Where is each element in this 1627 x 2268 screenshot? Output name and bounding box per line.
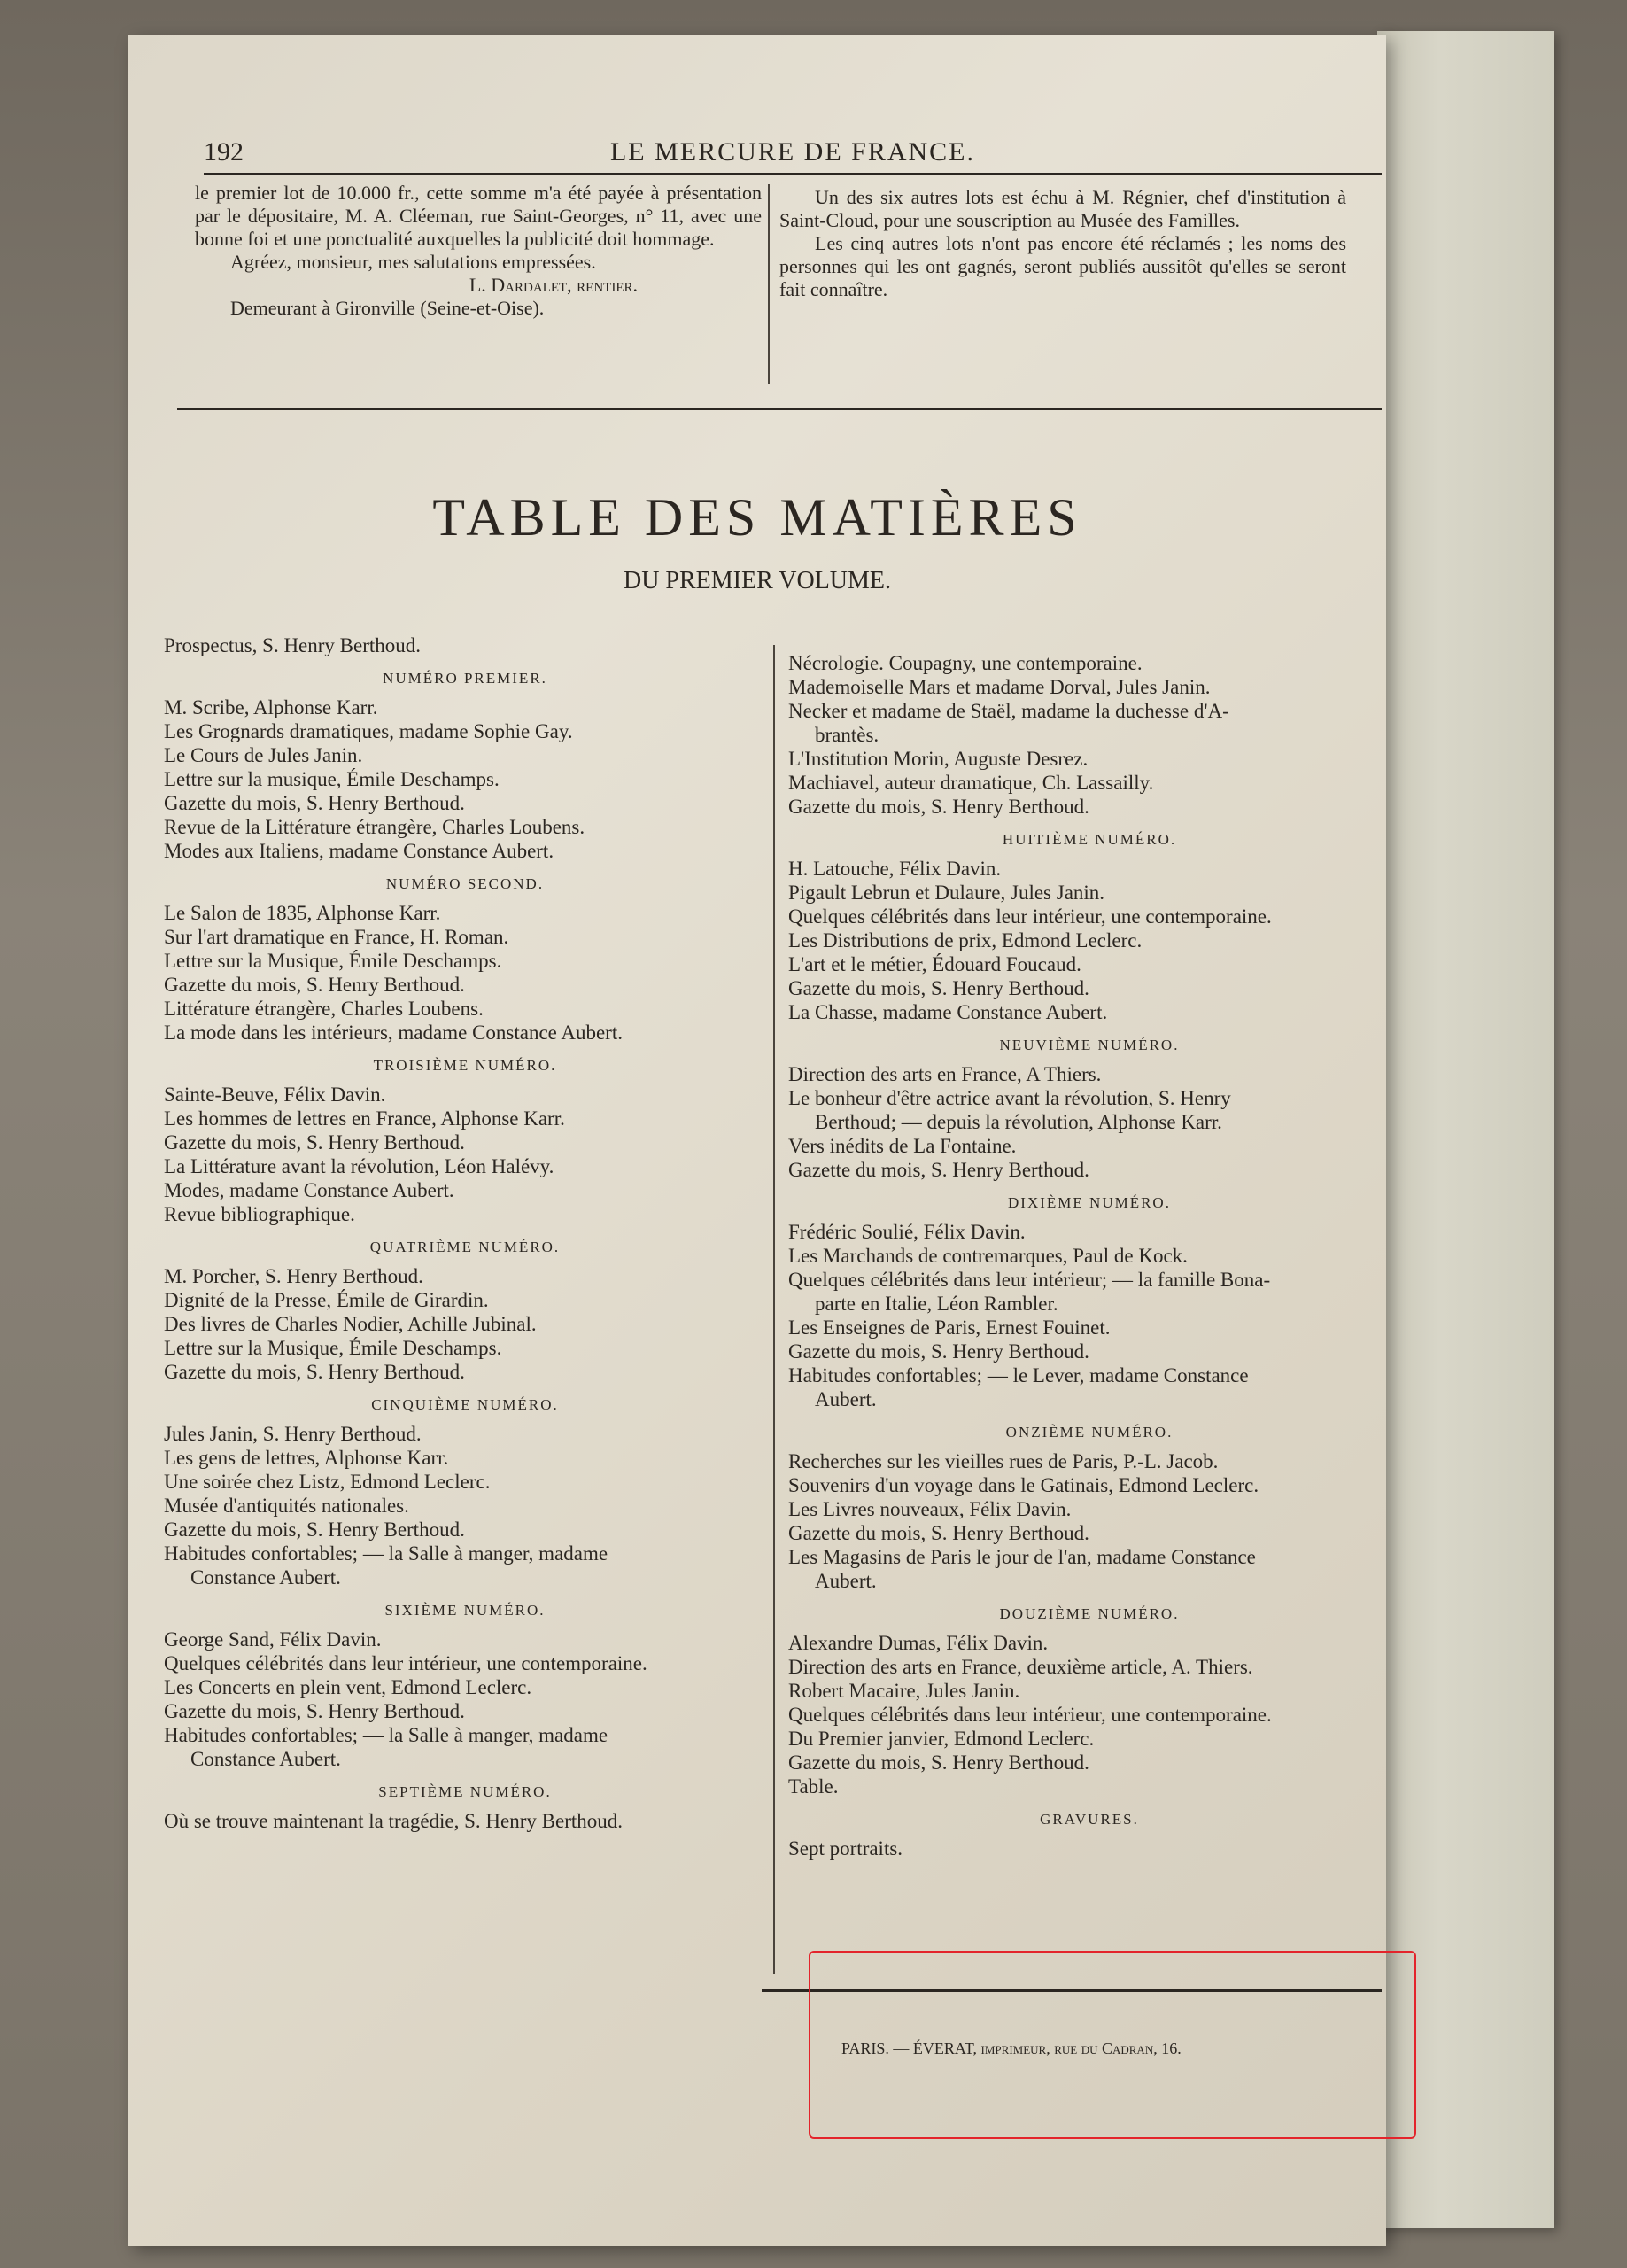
toc-entry: George Sand, Félix Davin. — [164, 1628, 382, 1651]
toc-entry: Sept portraits. — [788, 1837, 903, 1860]
toc-entry-continuation: Constance Aubert. — [190, 1748, 341, 1770]
toc-entry: Les gens de lettres, Alphonse Karr. — [164, 1447, 449, 1469]
toc-entry: Alexandre Dumas, Félix Davin. — [788, 1632, 1049, 1654]
toc-entry: Dignité de la Presse, Émile de Girardin. — [164, 1289, 489, 1311]
section-rule — [177, 408, 1382, 416]
toc-section-heading: SEPTIÈME NUMÉRO. — [378, 1783, 552, 1800]
toc-entry: Vers inédits de La Fontaine. — [788, 1135, 1017, 1157]
toc-entry: M. Scribe, Alphonse Karr. — [164, 696, 378, 718]
toc-entry: La Littérature avant la révolution, Léon Halévy. — [164, 1155, 554, 1177]
page-header — [204, 137, 1382, 175]
toc-entry: Les Magasins de Paris le jour de l'an, madame Constance — [788, 1546, 1256, 1568]
toc-entry: Quelques célébrités dans leur intérieur, une contemporaine. — [164, 1652, 647, 1674]
toc-entry: Lettre sur la Musique, Émile Deschamps. — [164, 1337, 502, 1359]
letter-paragraph: Les cinq autres lots n'ont pas encore été réclamés ; les noms des personnes qui les ont gagnés, seront publiés aussitôt qu'elles se seront fait connaître. — [779, 232, 1346, 300]
letter-right-column — [779, 186, 1346, 301]
toc-entry-continuation: Aubert. — [815, 1570, 877, 1592]
toc-entry: L'Institution Morin, Auguste Desrez. — [788, 748, 1089, 770]
toc-entry: Les Concerts en plein vent, Edmond Leclerc. — [164, 1676, 532, 1698]
document-page — [128, 35, 1386, 2246]
toc-entry: Nécrologie. Coupagny, une contemporaine. — [788, 652, 1143, 674]
toc-entry: Revue bibliographique. — [164, 1203, 355, 1225]
toc-entry: Gazette du mois, S. Henry Berthoud. — [164, 792, 465, 814]
toc-entry: Modes, madame Constance Aubert. — [164, 1179, 454, 1201]
toc-section-heading: CINQUIÈME NUMÉRO. — [371, 1396, 559, 1413]
letter-left-column — [195, 182, 762, 320]
toc-entry: Habitudes confortables; — la Salle à manger, madame — [164, 1724, 608, 1746]
toc-entry: Gazette du mois, S. Henry Berthoud. — [788, 1340, 1089, 1363]
toc-entry: Les Marchands de contremarques, Paul de Kock. — [788, 1245, 1188, 1267]
toc-entry: Modes aux Italiens, madame Constance Aubert. — [164, 840, 554, 862]
toc-left-column — [164, 633, 766, 1833]
next-page-edge — [1377, 31, 1554, 2228]
toc-section-heading: DIXIÈME NUMÉRO. — [1008, 1194, 1171, 1211]
toc-entry: Sainte-Beuve, Félix Davin. — [164, 1084, 386, 1106]
toc-entry: Souvenirs d'un voyage dans le Gatinais, Edmond Leclerc. — [788, 1474, 1259, 1496]
toc-entry: Lettre sur la Musique, Émile Deschamps. — [164, 950, 502, 972]
toc-entry: Revue de la Littérature étrangère, Charles Loubens. — [164, 816, 585, 838]
toc-entry-continuation: Aubert. — [815, 1388, 877, 1410]
toc-section-heading: GRAVURES. — [1040, 1811, 1139, 1828]
toc-entry: Quelques célébrités dans leur intérieur; — la famille Bona- — [788, 1269, 1271, 1291]
toc-entry: Habitudes confortables; — le Lever, madame Constance — [788, 1364, 1249, 1386]
letter-paragraph: Un des six autres lots est échu à M. Régnier, chef d'institution à Saint-Cloud, pour une souscription au Musée des Familles. — [779, 186, 1346, 231]
toc-entry: Table. — [788, 1775, 839, 1798]
toc-entry: Recherches sur les vieilles rues de Paris, P.-L. Jacob. — [788, 1450, 1219, 1472]
toc-entry: Une soirée chez Listz, Edmond Leclerc. — [164, 1471, 491, 1493]
toc-entry: Gazette du mois, S. Henry Berthoud. — [164, 1131, 465, 1153]
toc-entry: Des livres de Charles Nodier, Achille Jubinal. — [164, 1313, 537, 1335]
toc-entry: Robert Macaire, Jules Janin. — [788, 1680, 1020, 1702]
toc-entry: Mademoiselle Mars et madame Dorval, Jules Janin. — [788, 676, 1211, 698]
letter-address: Demeurant à Gironville (Seine-et-Oise). — [230, 297, 545, 319]
toc-entry: Direction des arts en France, A Thiers. — [788, 1063, 1102, 1085]
toc-entry: Jules Janin, S. Henry Berthoud. — [164, 1423, 422, 1445]
column-divider — [768, 184, 770, 384]
toc-entry: Gazette du mois, S. Henry Berthoud. — [788, 1751, 1089, 1774]
toc-entry: Les Distributions de prix, Edmond Leclerc. — [788, 929, 1143, 951]
toc-section-heading: NUMÉRO PREMIER. — [383, 670, 547, 687]
toc-entry: Les hommes de lettres en France, Alphonse Karr. — [164, 1107, 565, 1130]
toc-entry: Le Cours de Jules Janin. — [164, 744, 363, 766]
toc-entry: La Chasse, madame Constance Aubert. — [788, 1001, 1108, 1023]
toc-entry: Quelques célébrités dans leur intérieur, une contemporaine. — [788, 1704, 1272, 1726]
toc-section-heading: NEUVIÈME NUMÉRO. — [999, 1037, 1180, 1053]
toc-entry: Prospectus, S. Henry Berthoud. — [164, 634, 422, 656]
toc-entry: Necker et madame de Staël, madame la duchesse d'A- — [788, 700, 1229, 722]
toc-entry: Gazette du mois, S. Henry Berthoud. — [788, 796, 1089, 818]
toc-entry: Du Premier janvier, Edmond Leclerc. — [788, 1728, 1095, 1750]
toc-section-heading: SIXIÈME NUMÉRO. — [384, 1602, 546, 1619]
toc-entry: La mode dans les intérieurs, madame Constance Aubert. — [164, 1021, 623, 1044]
letter-signature: L. Dardalet, rentier. — [469, 274, 638, 296]
toc-entry-continuation: Constance Aubert. — [190, 1566, 341, 1588]
toc-entry: Le bonheur d'être actrice avant la révolution, S. Henry — [788, 1087, 1231, 1109]
toc-entry: Frédéric Soulié, Félix Davin. — [788, 1221, 1026, 1243]
toc-section-heading: NUMÉRO SECOND. — [385, 875, 545, 892]
toc-entry: L'art et le métier, Édouard Foucaud. — [788, 953, 1081, 975]
toc-entry: Les Livres nouveaux, Félix Davin. — [788, 1498, 1072, 1520]
toc-entry: Gazette du mois, S. Henry Berthoud. — [164, 974, 465, 996]
toc-entry: Les Enseignes de Paris, Ernest Fouinet. — [788, 1317, 1111, 1339]
toc-entry: Gazette du mois, S. Henry Berthoud. — [164, 1518, 465, 1541]
toc-entry: Pigault Lebrun et Dulaure, Jules Janin. — [788, 882, 1105, 904]
toc-entry: M. Porcher, S. Henry Berthoud. — [164, 1265, 423, 1287]
toc-entry: Habitudes confortables; — la Salle à manger, madame — [164, 1542, 608, 1565]
toc-entry-continuation: Berthoud; — depuis la révolution, Alphonse Karr. — [815, 1111, 1222, 1133]
letter-paragraph: le premier lot de 10.000 fr., cette somme m'a été payée à présentation par le dépositaire, M. A. Cléeman, rue Saint-Georges, n° 11, avec une bonne foi et une ponctualité auxquelles la publicité doit hommage. — [195, 182, 762, 250]
letter-closing: Agréez, monsieur, mes salutations empressées. — [230, 251, 596, 273]
toc-entry: Musée d'antiquités nationales. — [164, 1495, 409, 1517]
running-title: LE MERCURE DE FRANCE. — [609, 137, 976, 167]
toc-entry: Quelques célébrités dans leur intérieur, une contemporaine. — [788, 905, 1272, 928]
toc-entry: Machiavel, auteur dramatique, Ch. Lassailly. — [788, 772, 1154, 794]
toc-section-heading: TROISIÈME NUMÉRO. — [373, 1057, 557, 1074]
printer-imprint: PARIS. — ÉVERAT, imprimeur, rue du Cadran, 16. — [841, 2039, 1182, 2057]
toc-section-heading: DOUZIÈME NUMÉRO. — [999, 1605, 1180, 1622]
highlight-box — [809, 1951, 1416, 2139]
toc-entry: Où se trouve maintenant la tragédie, S. Henry Berthoud. — [164, 1810, 623, 1832]
toc-subtitle: DU PREMIER VOLUME. — [623, 567, 892, 594]
toc-entry: Gazette du mois, S. Henry Berthoud. — [788, 1159, 1089, 1181]
toc-entry-continuation: parte en Italie, Léon Rambler. — [815, 1293, 1058, 1315]
column-divider — [773, 645, 775, 1974]
toc-entry: Direction des arts en France, deuxième article, A. Thiers. — [788, 1656, 1253, 1678]
toc-entry: Lettre sur la musique, Émile Deschamps. — [164, 768, 500, 790]
toc-section-heading: HUITIÈME NUMÉRO. — [1002, 831, 1177, 848]
page-number: 192 — [204, 137, 244, 167]
toc-entry-continuation: brantès. — [815, 724, 879, 746]
toc-entry: Le Salon de 1835, Alphonse Karr. — [164, 902, 441, 924]
toc-right-column — [788, 651, 1391, 1860]
toc-entry: Littérature étrangère, Charles Loubens. — [164, 998, 484, 1020]
toc-entry: Gazette du mois, S. Henry Berthoud. — [164, 1700, 465, 1722]
toc-section-heading: ONZIÈME NUMÉRO. — [1005, 1424, 1174, 1441]
toc-title: TABLE DES MATIÈRES — [432, 488, 1082, 547]
toc-entry: Gazette du mois, S. Henry Berthoud. — [788, 1522, 1089, 1544]
toc-entry: Gazette du mois, S. Henry Berthoud. — [788, 977, 1089, 999]
toc-entry: Sur l'art dramatique en France, H. Roman. — [164, 926, 509, 948]
toc-section-heading: QUATRIÈME NUMÉRO. — [369, 1239, 561, 1255]
toc-entry: Gazette du mois, S. Henry Berthoud. — [164, 1361, 465, 1383]
toc-entry: H. Latouche, Félix Davin. — [788, 858, 1002, 880]
toc-entry: Les Grognards dramatiques, madame Sophie Gay. — [164, 720, 573, 742]
